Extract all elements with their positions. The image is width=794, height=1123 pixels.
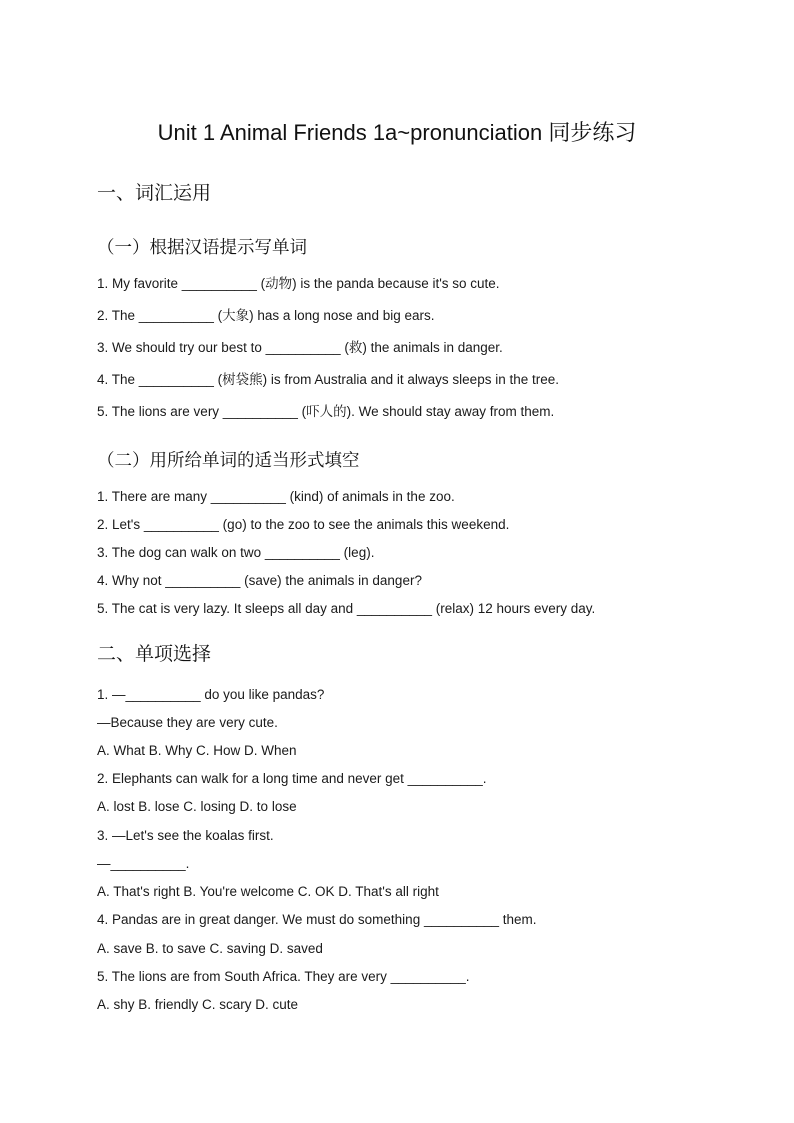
exercise-item: 2. The __________ (大象) has a long nose and big ears. — [97, 308, 435, 323]
answer-options: A. lost B. lose C. losing D. to lose — [97, 799, 297, 814]
question-line: 4. Pandas are in great danger. We must do something __________ them. — [97, 912, 537, 927]
exercise-item: 5. The lions are very __________ (吓人的). We should stay away from them. — [97, 404, 555, 419]
question-line: 1. —__________ do you like pandas? — [97, 687, 325, 702]
answer-options: A. shy B. friendly C. scary D. cute — [97, 997, 299, 1012]
subsection-heading-chinese-hints: （一）根据汉语提示写单词 — [97, 237, 307, 257]
answer-options: A. save B. to save C. saving D. saved — [97, 941, 323, 956]
subsection-heading-word-forms: （二）用所给单词的适当形式填空 — [97, 450, 360, 470]
section-heading-vocabulary: 一、词汇运用 — [97, 183, 212, 204]
question-line: —Because they are very cute. — [97, 715, 278, 730]
section-heading-multiple-choice: 二、单项选择 — [97, 644, 212, 665]
question-line: 3. —Let's see the koalas first. — [97, 828, 274, 843]
answer-options: A. That's right B. You're welcome C. OK D. That's all right — [97, 884, 439, 899]
exercise-item: 4. The __________ (树袋熊) is from Australia and it always sleeps in the tree. — [97, 372, 559, 387]
exercise-item: 3. The dog can walk on two __________ (leg). — [97, 545, 375, 560]
exercise-item: 3. We should try our best to __________ (救) the animals in danger. — [97, 340, 503, 355]
question-line: 2. Elephants can walk for a long time and never get __________. — [97, 771, 487, 786]
exercise-item: 1. There are many __________ (kind) of animals in the zoo. — [97, 489, 455, 504]
question-line: —__________. — [97, 856, 190, 871]
answer-options: A. What B. Why C. How D. When — [97, 743, 297, 758]
exercise-item: 2. Let's __________ (go) to the zoo to see the animals this weekend. — [97, 517, 510, 532]
exercise-item: 1. My favorite __________ (动物) is the panda because it's so cute. — [97, 276, 500, 291]
exercise-item: 5. The cat is very lazy. It sleeps all day and __________ (relax) 12 hours every day. — [97, 601, 596, 616]
exercise-item: 4. Why not __________ (save) the animals in danger? — [97, 573, 422, 588]
page-title: Unit 1 Animal Friends 1a~pronunciation 同步练习 — [157, 120, 637, 145]
question-line: 5. The lions are from South Africa. They are very __________. — [97, 969, 470, 984]
